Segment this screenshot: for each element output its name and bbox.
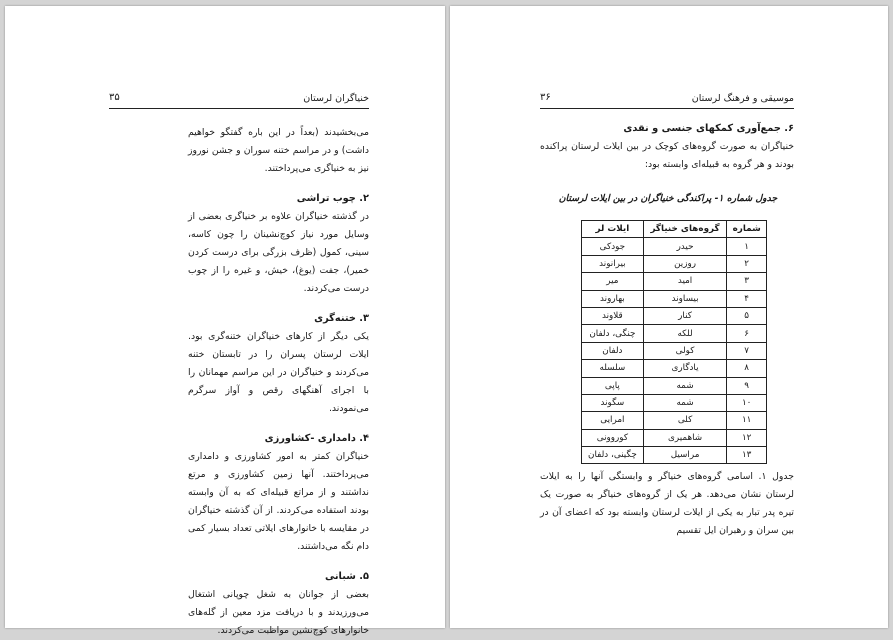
distribution-table (581, 220, 767, 464)
group-name-cell: مراسیل (643, 447, 727, 464)
table-row (582, 290, 767, 307)
table-header-row (582, 221, 767, 238)
group-name-cell: امید (643, 273, 727, 290)
section-paragraph: در گذشته خنیاگران علاوه بر خنیاگری بعضی از وسایل مورد نیاز کوچ‌نشینان را چون کاسه، سینی، کمول (ظرف بزرگی برای درست کردن خمیر)، جفت (یوغ)، خیش، و غیره را از چوب درست می‌کردند. (188, 211, 369, 294)
table-row (582, 412, 767, 429)
row-number-cell: ۵ (727, 307, 767, 324)
tribe-name-cell: چگینی، دلفان (582, 447, 644, 464)
running-title: خنیاگران لرستان (303, 93, 369, 104)
tribe-name-cell: میر (582, 273, 644, 290)
row-number-cell: ۴ (727, 290, 767, 307)
table-caption: جدول شماره ۱- پراکندگی خنیاگران در بین ایلات لرستان (558, 193, 778, 204)
row-number-cell: ۶ (727, 325, 767, 342)
book-page-right (450, 6, 888, 628)
group-name-cell: روزین (643, 255, 727, 272)
row-number-cell: ۱۱ (727, 412, 767, 429)
table-row (582, 429, 767, 446)
section-paragraph: خنیاگران کمتر به امور کشاورزی و دامداری می‌پرداختند. آنها زمین کشاورزی و مرتع نداشتند و از مراتع قبیله‌ای که به آن وابسته بودند استفاده می‌کردند. از آن گذشته خنیاگران در مقایسه با خانوارهای ایلاتی تعداد بسیار کمی دام نگه می‌داشتند. (188, 451, 369, 552)
tribe-name-cell: بهاروند (582, 290, 644, 307)
page-header (540, 92, 794, 109)
group-name-cell: بیساوند (643, 290, 727, 307)
page-header (109, 92, 369, 109)
section-intro (540, 120, 794, 174)
tribe-name-cell: دلفان (582, 342, 644, 359)
tribe-name-cell: سگوند (582, 394, 644, 411)
table-row (582, 394, 767, 411)
page-number: ۳۶ (540, 92, 551, 103)
table-row (582, 360, 767, 377)
section-heading: ۶. جمع‌آوری کمکهای جنسی و نقدی (623, 123, 794, 134)
row-number-cell: ۸ (727, 360, 767, 377)
group-name-cell: یادگاری (643, 360, 727, 377)
group-name-cell: شمه (643, 377, 727, 394)
row-number-cell: ۱۰ (727, 394, 767, 411)
group-name-cell: حیدر (643, 238, 727, 255)
row-number-cell: ۳ (727, 273, 767, 290)
table-row (582, 342, 767, 359)
tribe-name-cell: قلاوند (582, 307, 644, 324)
section-heading: ۳. ختنه‌گری (314, 313, 369, 324)
section-paragraph: بعضی از جوانان به شغل چوپانی اشتغال می‌ورزیدند و با دریافت مزد معین از گله‌های خانوارهای کوچ‌نشین مواظبت می‌کردند. (188, 589, 369, 636)
column-header: گروه‌های خنیاگر (643, 221, 727, 238)
footnote-paragraph: جدول ۱. اسامی گروه‌های خنیاگر و وابستگی آنها را به ایلات لرستان نشان می‌دهد. هر یک از گروه‌های خنیاگر به صورت یک تیره پدر تبار به یکی از ایلات لرستان وابسته بود که اعضای آن در بین سران و رهبران ایل تقسیم (540, 471, 795, 536)
table-footnote (540, 468, 794, 540)
row-number-cell: ۲ (727, 255, 767, 272)
section-paragraph: خنیاگران به صورت گروه‌های کوچک در بین ایلات لرستان پراکنده بودند و هر گروه به قبیله‌ای وابسته بود: (540, 141, 794, 170)
tribe-name-cell: جودکی (582, 238, 644, 255)
book-page-left (5, 6, 445, 636)
section-heading: ۴. دامداری -کشاورزی (264, 433, 369, 444)
page-number: ۳۵ (109, 92, 120, 103)
section-heading: ۵. شبانی (324, 571, 369, 582)
tribe-name-cell: پاپی (582, 377, 644, 394)
table-row (582, 255, 767, 272)
row-number-cell: ۱ (727, 238, 767, 255)
row-number-cell: ۱۳ (727, 447, 767, 464)
tribe-name-cell: کوروونی (582, 429, 644, 446)
tribe-name-cell: امرایی (582, 412, 644, 429)
row-number-cell: ۱۲ (727, 429, 767, 446)
table-row (582, 273, 767, 290)
tribe-name-cell: سلسله (582, 360, 644, 377)
group-name-cell: کولی (643, 342, 727, 359)
group-name-cell: کلی (643, 412, 727, 429)
table-row (582, 447, 767, 464)
column-header: شماره (727, 221, 767, 238)
group-name-cell: شمه (643, 394, 727, 411)
tribe-name-cell: چنگی، دلفان (582, 325, 644, 342)
page-body (188, 124, 369, 640)
group-name-cell: شاهمیری (643, 429, 727, 446)
table-row (582, 377, 767, 394)
group-name-cell: للکه (643, 325, 727, 342)
section-heading: ۲. چوب تراشی (296, 193, 369, 204)
table-row (582, 307, 767, 324)
group-name-cell: کنار (643, 307, 727, 324)
running-title: موسیقی و فرهنگ لرستان (691, 93, 794, 104)
intro-paragraph: می‌بخشیدند (بعداً در این باره گفتگو خواهیم داشت) و در مراسم ختنه سوران و جشن نوروز نیز به خنیاگری می‌پرداختند. (188, 127, 369, 174)
table-row (582, 238, 767, 255)
table-row (582, 325, 767, 342)
row-number-cell: ۹ (727, 377, 767, 394)
tribe-name-cell: بیرانوند (582, 255, 644, 272)
section-paragraph: یکی دیگر از کارهای خنیاگران ختنه‌گری بود. ایلات لرستان پسران را در تابستان ختنه می‌کردند و خنیاگران در این مراسم مهمانان را با اجرای آهنگهای رقص و آواز سرگرم می‌نمودند. (188, 331, 369, 414)
row-number-cell: ۷ (727, 342, 767, 359)
column-header: ایلات لر (582, 221, 644, 238)
